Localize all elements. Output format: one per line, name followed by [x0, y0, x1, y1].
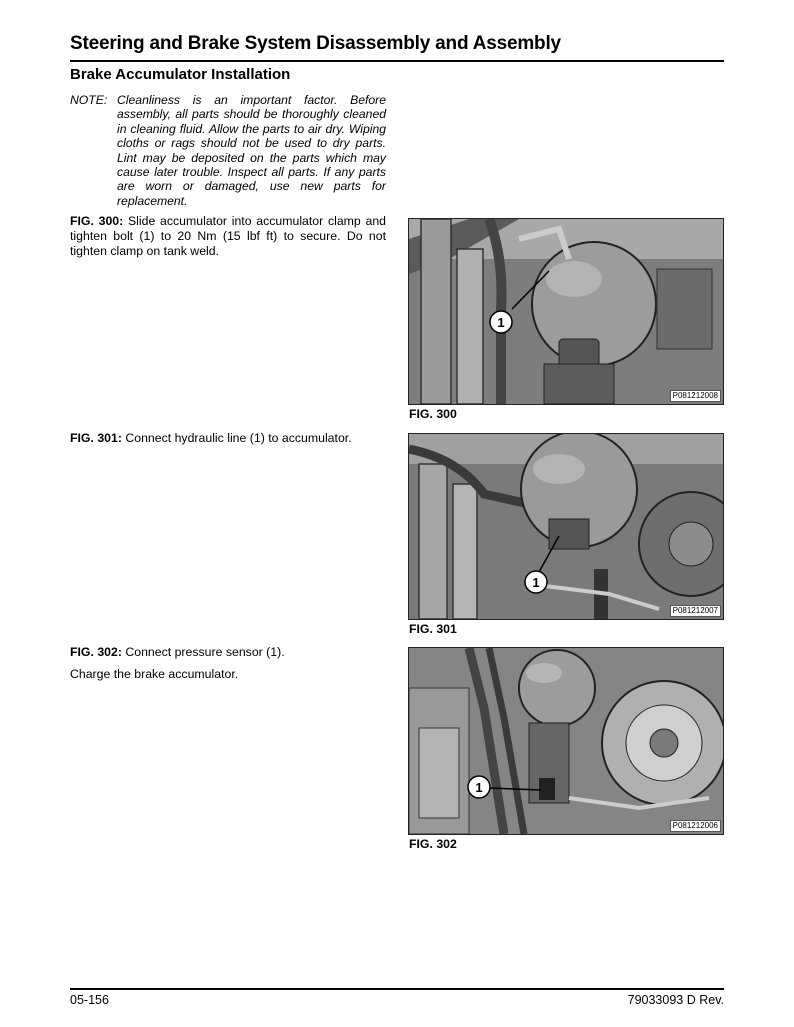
step-fig-301	[70, 431, 386, 446]
step-text: Connect hydraulic line (1) to accumulator.	[125, 431, 352, 445]
figure-302-part-code: P081212006	[670, 820, 721, 832]
figure-300-caption: FIG. 300	[409, 407, 457, 421]
step-ref: FIG. 302:	[70, 645, 122, 659]
figure-301-caption: FIG. 301	[409, 622, 457, 636]
step-text: Connect pressure sensor (1).	[125, 645, 285, 659]
step-ref: FIG. 300:	[70, 214, 124, 228]
footer-rule	[70, 988, 724, 990]
note-text: Cleanliness is an important factor. Before assembly, all parts should be thoroughly cleaned in cleaning fluid. Allow the parts to air dry. Wiping cloths or rags should not be used to dry parts. Lint may be deposited on the parts which may cause later trouble. Inspect all parts. If any parts are worn or damaged, use new parts for replacement.	[117, 93, 386, 208]
step-text: Slide accumulator into accumulator clamp and tighten bolt (1) to 20 Nm (15 lbf ft) to secure. Do not tighten clamp on tank weld.	[70, 214, 386, 258]
section-heading: Brake Accumulator Installation	[70, 66, 291, 83]
figure-300-part-code: P081212008	[670, 390, 721, 402]
note-label: NOTE:	[70, 93, 108, 107]
figure-302-callout: 1	[475, 780, 483, 795]
figure-300-image	[408, 218, 724, 405]
figure-300-callout: 1	[497, 315, 505, 330]
step-fig-302	[70, 645, 386, 660]
step-charge-accumulator: Charge the brake accumulator.	[70, 667, 239, 681]
step-fig-300	[70, 214, 386, 259]
cleanliness-note	[70, 93, 386, 208]
figure-302-image	[408, 647, 724, 835]
page-title: Steering and Brake System Disassembly and Assembly	[70, 33, 561, 54]
figure-302-caption: FIG. 302	[409, 837, 457, 851]
title-rule	[70, 60, 724, 62]
figure-301-image	[408, 433, 724, 620]
figure-301-callout: 1	[532, 575, 540, 590]
step-ref: FIG. 301:	[70, 431, 122, 445]
document-number: 79033093 D Rev.	[627, 993, 724, 1007]
figure-301-part-code: P081212007	[670, 605, 721, 617]
page-number: 05-156	[70, 993, 109, 1007]
